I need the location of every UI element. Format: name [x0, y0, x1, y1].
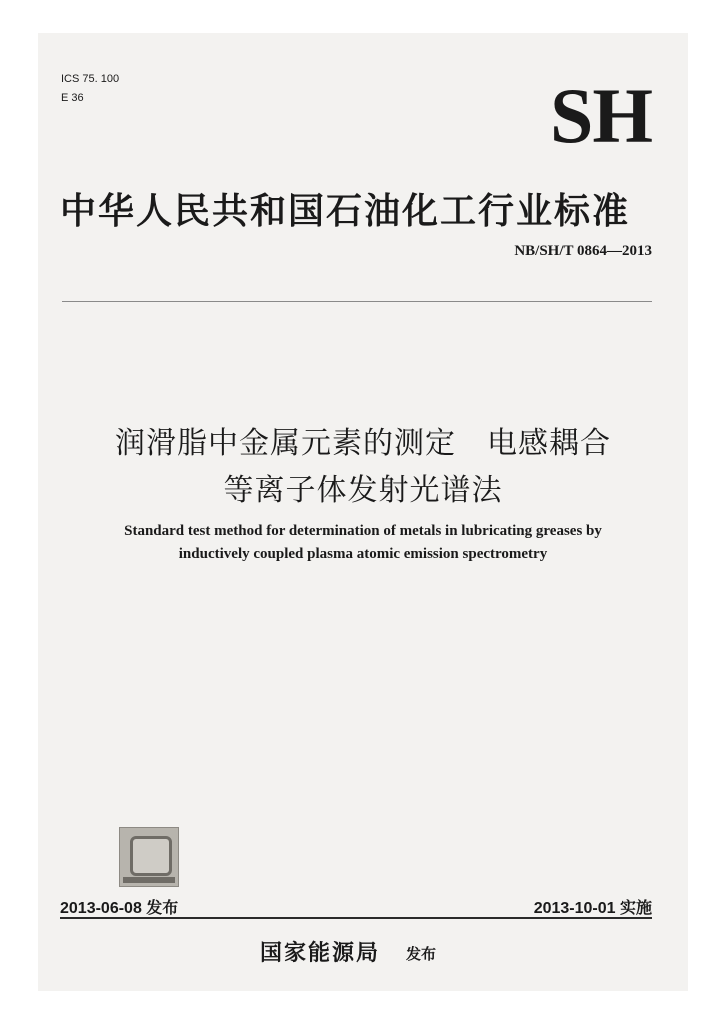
seal-caption-strip [123, 877, 175, 883]
footer-divider [60, 917, 652, 919]
header-divider [62, 301, 652, 302]
implement-date: 2013-10-01 实施 [533, 900, 652, 917]
standard-number: NB/SH/T 0864—2013 [514, 243, 652, 259]
publish-date: 2013-06-08 发布 [60, 900, 179, 917]
title-chinese-line-2: 等离子体发射光谱法 [223, 474, 503, 507]
document-page [38, 33, 688, 991]
sh-logo: SH [549, 72, 652, 159]
title-english-line-2: inductively coupled plasma atomic emission spectrometry [178, 546, 548, 562]
ics-code: ICS 75. 100 [61, 73, 120, 85]
title-chinese-line-1: 润滑脂中金属元素的测定 电感耦合 [115, 427, 611, 460]
seal-emblem [130, 836, 172, 876]
issuer-name: 国家能源局 [260, 940, 381, 965]
title-english-line-1: Standard test method for determination of metals in lubricating greases by [124, 523, 602, 539]
certification-seal-icon [119, 827, 179, 887]
issuer-action: 发布 [406, 946, 437, 963]
standard-type: 中华人民共和国石油化工行业标准 [60, 190, 631, 231]
classification-code: E 36 [61, 92, 84, 104]
